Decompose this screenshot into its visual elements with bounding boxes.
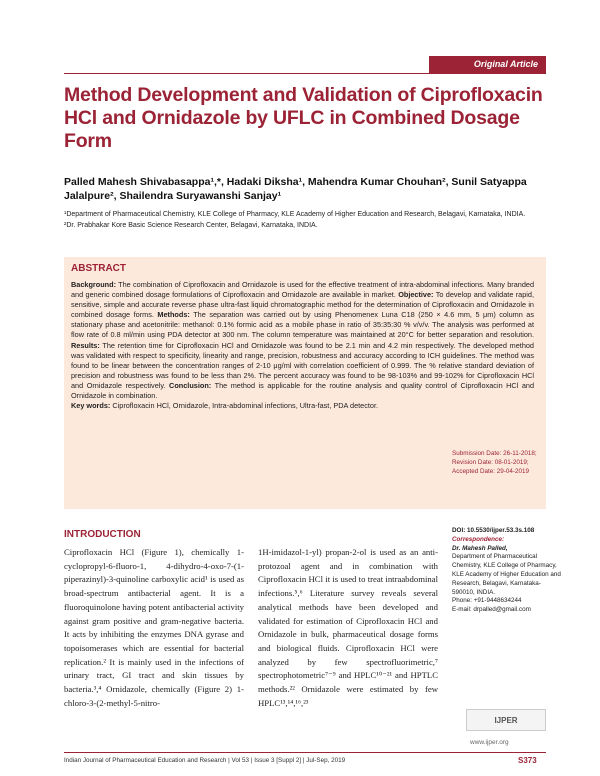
- authors-line-1: Palled Mahesh Shivabasappa¹,*, Hadaki Diksha¹, Mahendra Kumar Chouhan², Sunil Satyappa: [64, 176, 527, 188]
- header-rule: [64, 73, 546, 74]
- background-label: Background:: [71, 280, 116, 289]
- objective-text: To develop and validate rapid, sensitive, simple and accurate reverse phase ultra-fast liquid chromatographic method for the determination of Ciprofloxacin and Ornidazole in combined dosage forms.: [71, 290, 534, 320]
- correspondence-panel: [452, 527, 562, 615]
- correspondence-label: Correspondence:: [452, 535, 505, 543]
- doi-text[interactable]: DOI: 10.5530/ijper.53.3s.108: [452, 527, 535, 534]
- results-text: The retention time for Ciprofloxacin HCl and Ornidazole was found to be 2.1 min and 4.2 min respectively. The developed method was validated with respect to specificity, linearity and range, precision, robustness and accuracy according to ICH guidelines. The method was found to be linear between the concentration ranges of 2-10 μg/ml with correlation coefficient of 0.999. The % relative standard deviation of precision and robustness was found to be less than 2%. The percent accuracy was found to be 98-103% and 99-102% for Ciprofloxacin HCl and Ornidazole respectively.: [71, 340, 534, 390]
- paper-title: Method Development and Validation of Ciprofloxacin HCl and Ornidazole by UFLC in Combined Dosage Form: [64, 84, 543, 152]
- article-type-badge: Original Article: [429, 56, 546, 73]
- conclusion-text: The method is applicable for the routine analysis and quality control of Ciprofloxacin HCl and Ornidazole in combination.: [71, 380, 535, 401]
- accepted-date: Accepted Date: 29-04-2019: [452, 467, 530, 475]
- journal-logo-text: IJPER: [494, 715, 518, 725]
- affiliation-1: ¹Department of Pharmaceutical Chemistry, KLE College of Pharmacy, KLE Academy of Higher Education and Research, Belagavi, Karnataka, INDIA.: [64, 211, 526, 218]
- objective-label: Objective:: [398, 290, 434, 300]
- correspondent-address: Department of Pharmaceutical Chemistry, KLE College of Pharmacy, KLE Academy of Higher Education and Research, Belagavi, Karnataka-590010, INDIA.: [452, 553, 561, 596]
- correspondent-phone: Phone: +91-9448634244: [452, 597, 522, 605]
- journal-footer: Indian Journal of Pharmaceutical Education and Research | Vol 53 | Issue 3 [Suppl 2] | Jul-Sep, 2019: [64, 757, 346, 764]
- authors-line-2: Jalalpure², Shailendra Suryawanshi Sanjay¹: [64, 190, 282, 202]
- correspondent-name: Dr. Mahesh Palled,: [452, 544, 508, 552]
- intro-column-2: 1H-imidazol-1-yl) propan-2-ol is used as an anti-protozoal agent and in combination with Ciprofloxacin HCl it is used to treat intraabdominal infections.⁵,⁶ Literature survey reveals several analytical methods have been developed and validated for estimation of Ciprofloxacin HCl and Ornidazole in bulk, pharmaceutical dosage forms and biological fluids. Ciprofloxacin HCl were analyzed by few spectrofluorimetric,⁷ spectrophotometric⁷⁻⁹ and HPLC¹⁰⁻²¹ and HPTLC methods.²² Ornidazole were estimated by few HPLC¹³,¹⁴,¹⁶,²³: [258, 547, 438, 708]
- keywords-label: Key words:: [71, 401, 111, 411]
- background-text: The combination of Ciprofloxacin and Ornidazole is used for the effective treatment of intra-abdominal infections. Many branded and generic combined dosage formulations of Ciprofloxacin and Ornidazole are available in market.: [71, 280, 534, 300]
- abstract-text: [71, 280, 534, 401]
- introduction-heading: INTRODUCTION: [64, 529, 141, 540]
- revision-date: Revision Date: 08-01-2019;: [452, 458, 529, 466]
- correspondent-email[interactable]: E-mail: drpalled@gmail.com: [452, 606, 531, 614]
- submission-date: Submission Date: 26-11-2018;: [452, 450, 537, 457]
- methods-text: The separation was carried out by using Phenomenex Luna C18 (250 × 4.6 mm, 5 μm) column as stationary phase and acetonitrile: methanol: 0.1% formic acid as a mobile phase in ratio of 35:35:30 % v/v/v. The analysis was performed at flow rate of 0.8 ml/min using PDA detector at 300 nm. The column temperature was maintained at 20°C for better separation and resolution.: [71, 310, 534, 340]
- authors: [64, 175, 544, 203]
- journal-logo: [466, 709, 546, 731]
- results-label: Results:: [71, 340, 100, 350]
- page-number: S373: [518, 756, 537, 765]
- keywords-text: Ciprofloxacin HCl, Ornidazole, Intra-abdominal infections, Ultra-fast, PDA detector.: [110, 401, 379, 411]
- affiliations: [64, 209, 544, 231]
- conclusion-label: Conclusion:: [169, 380, 212, 390]
- keywords: [71, 401, 534, 411]
- affiliation-2: ²Dr. Prabhakar Kore Basic Science Research Center, Belagavi, Karnataka, INDIA.: [64, 222, 318, 229]
- methods-label: Methods:: [157, 310, 190, 320]
- footer-rule: [64, 752, 546, 753]
- intro-column-1: Ciprofloxacin HCl (Figure 1), chemically 1- cyclopropyl-6-fluoro-1, 4-dihydro-4-oxo-7-(1-piperazinyl)-3-quinoline carboxylic acid¹ is used as broad-spectrum antibacterial agent. It is a fluoroquinolone having potent antibacterial activity against gram positive and gram-negative bacteria. It acts by inhibiting the enzymes DNA gyrase and topoisomerases which are essential for bacterial replication.² It is mainly used in the infections of urinary tract, GI tract and skin tissues by bacteria.³,⁴ Ornidazole, chemically (Figure 2) 1-chloro-3-(2-methyl-5-nitro-: [64, 547, 244, 708]
- journal-website[interactable]: www.ijper.org: [470, 739, 509, 746]
- dates-panel: [452, 450, 562, 476]
- abstract-heading: ABSTRACT: [71, 263, 126, 274]
